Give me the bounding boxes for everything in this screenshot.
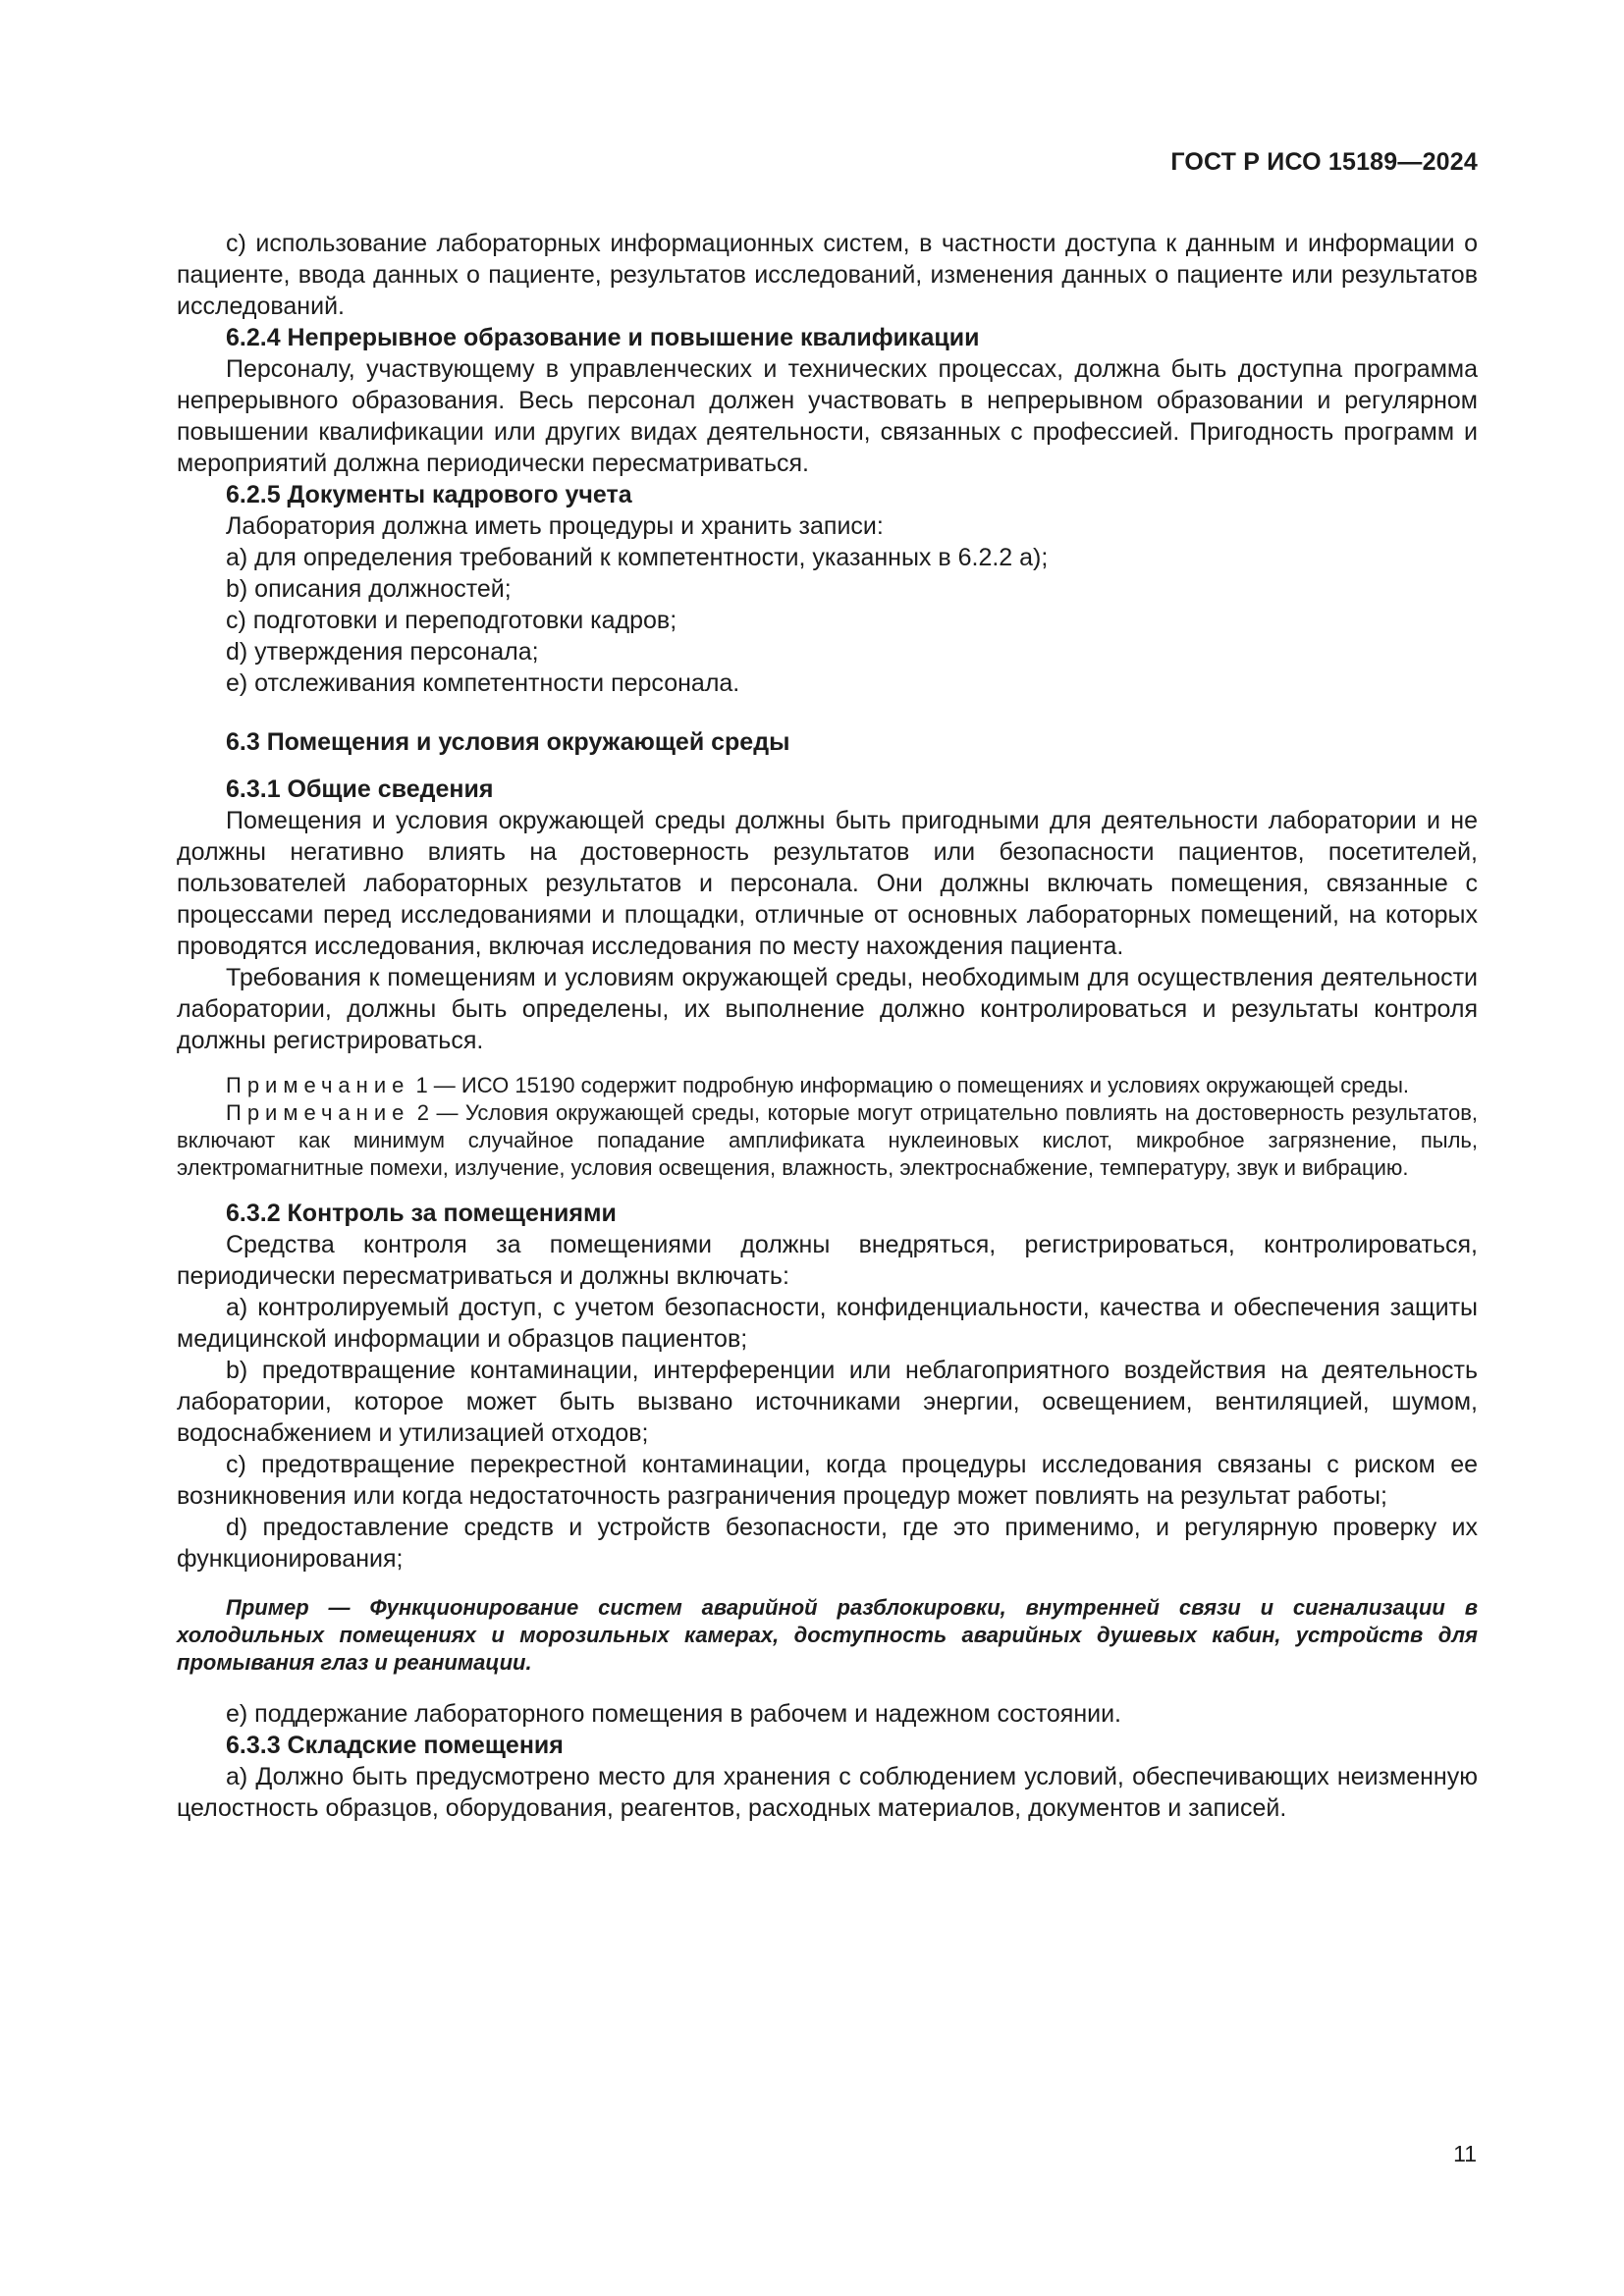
heading-6-2-5: 6.2.5 Документы кадрового учета	[226, 481, 632, 508]
list-item-6-3-3-a: a) Должно быть предусмотрено место для хранения с соблюдением условий, обеспечивающих неизменную целостность образцов, оборудования, реагентов, расходных материалов, документов и записей.	[177, 1763, 1478, 1822]
heading-6-2-4: 6.2.4 Непрерывное образование и повышение квалификации	[226, 324, 980, 351]
paragraph-c-lis: c) использование лабораторных информационных систем, в частности доступа к данным и информации о пациенте, ввода данных о пациенте, результатов исследований, изменения данных о пациенте или результатов исследований.	[177, 230, 1478, 320]
document-header-id: ГОСТ Р ИСО 15189—2024	[1170, 148, 1478, 176]
heading-6-3-3: 6.3.3 Складские помещения	[226, 1732, 564, 1759]
list-item-6-2-5-c: c) подготовки и переподготовки кадров;	[226, 607, 677, 634]
paragraph-6-3-2-intro: Средства контроля за помещениями должны внедряться, регистрироваться, контролироваться, периодически пересматриваться и должны включать:	[177, 1231, 1478, 1290]
note-1	[177, 1072, 1478, 1099]
list-item-6-2-5-e: e) отслеживания компетентности персонала.	[226, 669, 740, 697]
list-item-6-3-2-a: a) контролируемый доступ, с учетом безопасности, конфиденциальности, качества и обеспечения защиты медицинской информации и образцов пациентов;	[177, 1294, 1478, 1353]
note-2	[177, 1099, 1478, 1182]
paragraph-6-3-1-first: Помещения и условия окружающей среды должны быть пригодными для деятельности лаборатории и не должны негативно влиять на достоверность результатов или безопасности пациентов, посетителей, пользователей лабораторных результатов и персонала. Они должны включать помещения, связанные с процессами перед исследованиями и площадки, отличные от основных лабораторных помещений, на которых проводятся исследования, включая исследования по месту нахождения пациента.	[177, 807, 1478, 960]
list-item-6-3-2-c: c) предотвращение перекрестной контаминации, когда процедуры исследования связаны с риском ее возникновения или когда недостаточность разграничения процедур может повлиять на результат работы;	[177, 1451, 1478, 1510]
document-page	[177, 147, 1478, 2209]
heading-6-3-2: 6.3.2 Контроль за помещениями	[226, 1200, 617, 1227]
list-item-6-3-2-e: e) поддержание лабораторного помещения в рабочем и надежном состоянии.	[226, 1700, 1121, 1728]
list-item-6-2-5-d: d) утверждения персонала;	[226, 638, 539, 666]
paragraph-6-2-5-intro: Лаборатория должна иметь процедуры и хранить записи:	[226, 512, 884, 540]
example-block: Пример — Функционирование систем аварийной разблокировки, внутренней связи и сигнализации в холодильных помещениях и морозильных камерах, доступность аварийных душевых кабин, устройств для промывания глаз и реанимации.	[177, 1595, 1478, 1675]
list-item-6-2-5-b: b) описания должностей;	[226, 575, 512, 603]
note-1-label: Примечание	[226, 1073, 410, 1097]
heading-6-3: 6.3 Помещения и условия окружающей среды	[226, 728, 790, 756]
note-2-label: Примечание	[226, 1100, 410, 1125]
page-number: 11	[1453, 2141, 1477, 2166]
list-item-6-3-2-b: b) предотвращение контаминации, интерференции или неблагоприятного воздействия на деятельность лаборатории, которое может быть вызвано источниками энергии, освещением, вентиляцией, шумом, водоснабжением и утилизацией отходов;	[177, 1357, 1478, 1447]
note-2-text: 2 — Условия окружающей среды, которые могут отрицательно повлиять на достоверность результатов, включают как минимум случайное попадание амплификата нуклеиновых кислот, микробное загрязнение, пыль, электромагнитные помехи, излучение, условия освещения, влажность, электроснабжение, температуру, звук и вибрацию.	[177, 1100, 1478, 1180]
list-item-6-3-2-d: d) предоставление средств и устройств безопасности, где это применимо, и регулярную проверку их функционирования;	[177, 1514, 1478, 1573]
paragraph-6-2-4: Персоналу, участвующему в управленческих и технических процессах, должна быть доступна программа непрерывного образования. Весь персонал должен участвовать в непрерывном образовании и регулярном повышении квалификации или других видах деятельности, связанных с профессией. Пригодность программ и мероприятий должна периодически пересматриваться.	[177, 355, 1478, 477]
heading-6-3-1: 6.3.1 Общие сведения	[226, 775, 494, 803]
list-item-6-2-5-a: a) для определения требований к компетентности, указанных в 6.2.2 a);	[226, 544, 1049, 571]
note-1-text: 1 — ИСО 15190 содержит подробную информацию о помещениях и условиях окружающей среды.	[409, 1073, 1410, 1097]
paragraph-6-3-1-second: Требования к помещениям и условиям окружающей среды, необходимым для осуществления деятельности лаборатории, должны быть определены, их выполнение должно контролироваться и результаты контроля должны регистрироваться.	[177, 964, 1478, 1054]
